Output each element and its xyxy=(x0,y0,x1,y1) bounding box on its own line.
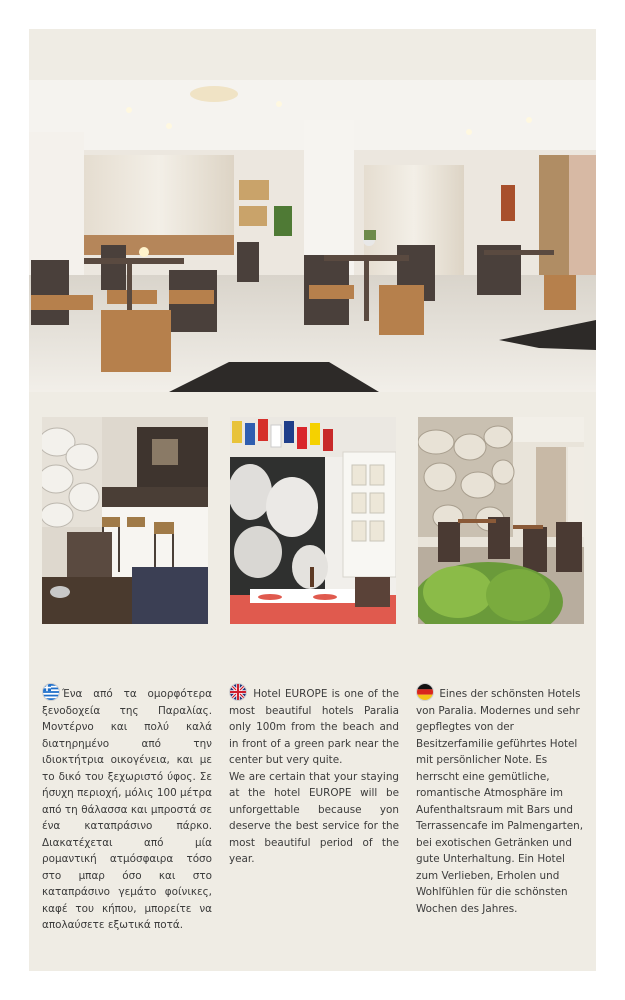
greek-text: Ένα από τα ομορφότερα ξενοδοχεία της Παραλίας. Μοντέρνο και πολύ καλά διατηρημένο από την ιδιοκτήτρια οικογένεια, και με το δικό του ξεχωριστό ύφος. Σε ήσυχη περιοχή, μόλις 100 μέτρα από τη θάλασσα και μπροστά σε ένα καταπράσινο πάρκο. Διακατέχεται από μία ρομαντική ατμόσφαιρα τόσο στο μπαρ όσο και στο καταπράσινο γεμάτο φοίνικες, καφέ του κήπου, μπορείτε να απολαύσετε εξωτικά ποτά. xyxy=(42,688,212,931)
germany-flag-icon xyxy=(416,683,434,701)
uk-flag-icon xyxy=(229,683,247,701)
greek-description xyxy=(42,683,212,934)
bar-photo xyxy=(42,417,208,624)
brochure-page xyxy=(29,29,596,971)
english-paragraph-1: Hotel EUROPE is one of the most beautiful hotels Paralia only 100m from the beach and in front of a green park near the center but very quite. xyxy=(229,688,399,766)
dining-table-photo xyxy=(230,417,396,624)
english-description xyxy=(229,683,399,868)
german-text: Eines der schönsten Hotels von Paralia. Modernes und sehr gepflegtes von der Besitzerfamilie geführtes Hotel mit persönlicher Note. Es herrscht eine gemütliche, romantische Atmosphäre im Aufenthaltsraum mit Bars und Terrassencafe im Palmengarten, bei exotischen Getränken und gute Unterhaltung. Ein Hotel zum Verlieben, Erholen und Wohlfühlen für die schönsten Wochen des Jahres. xyxy=(416,688,583,915)
german-description xyxy=(416,683,586,917)
english-paragraph-2: We are certain that your staying at the hotel EUROPE will be unforgettable because yon deserve the best service for the most beautiful period of the year. xyxy=(229,770,399,865)
hotel-lounge-photo xyxy=(29,80,596,392)
terrace-cafe-photo xyxy=(418,417,584,624)
greece-flag-icon xyxy=(42,683,60,701)
